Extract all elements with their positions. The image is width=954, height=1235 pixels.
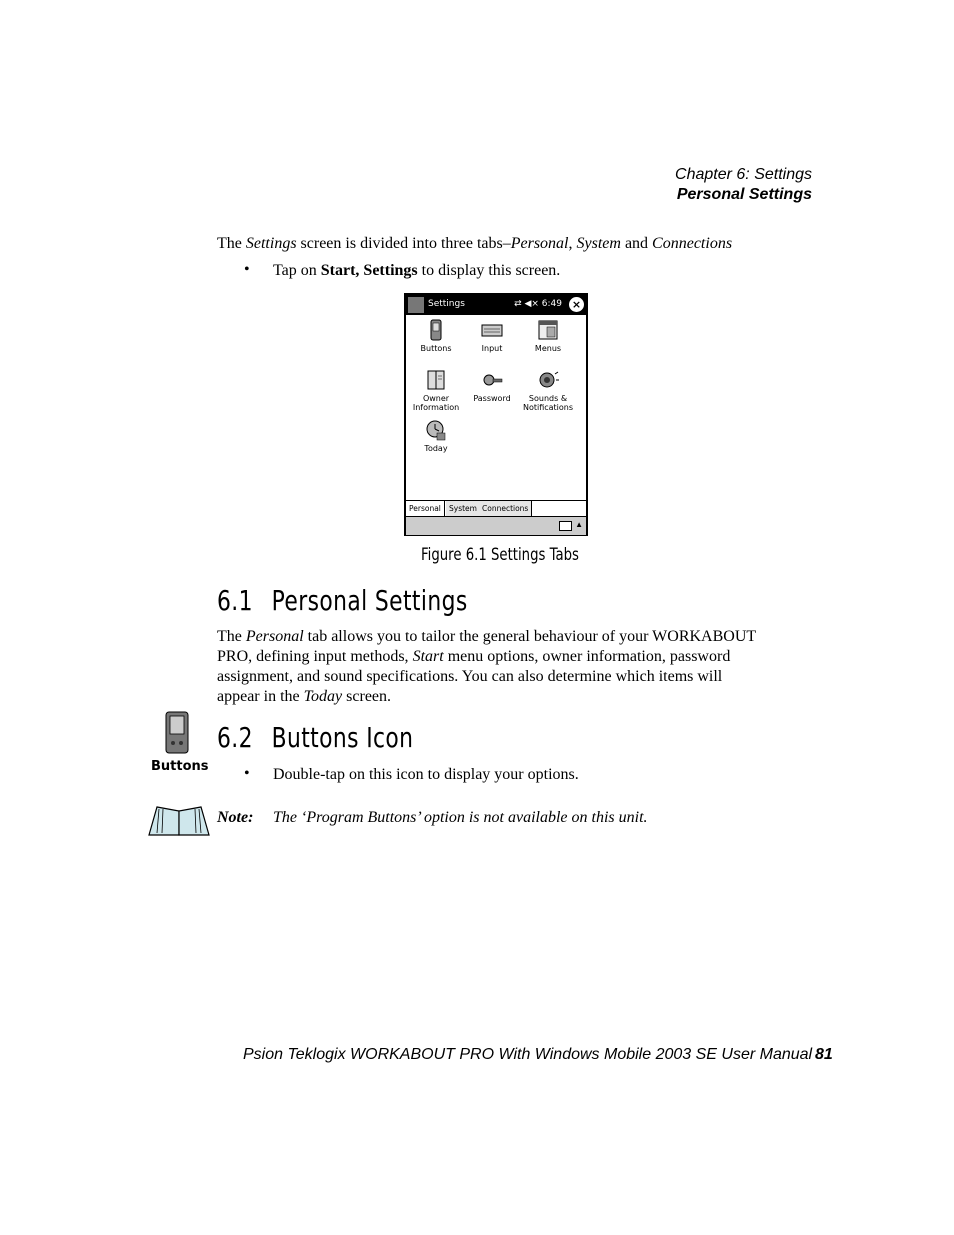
section-heading-6-1: 6.1 Personal Settings <box>217 584 468 617</box>
key-icon <box>481 369 503 391</box>
app-menus: Menus <box>520 319 576 353</box>
app-today: Today <box>408 419 464 453</box>
device-title-bar <box>406 295 586 315</box>
device-title: Settings <box>428 299 465 309</box>
note-label: Note: <box>217 809 254 826</box>
tab-personal: Personal <box>406 501 445 516</box>
app-input: Input <box>464 319 520 353</box>
buttons-icon <box>425 319 447 341</box>
windows-start-icon <box>408 297 424 313</box>
speaker-icon <box>537 369 559 391</box>
running-header-section: Personal Settings <box>676 186 812 203</box>
arrow-up-icon: ▲ <box>575 520 583 529</box>
tab-connections: Connections <box>479 501 532 516</box>
owner-information-icon <box>425 369 447 391</box>
open-book-icon <box>147 801 211 837</box>
footer-manual-title: Psion Teklogix WORKABOUT PRO With Windows Mobile 2003 SE User Manual <box>243 1046 813 1063</box>
settings-screenshot <box>404 293 588 536</box>
running-header-chapter: Chapter 6: Settings <box>675 166 812 183</box>
intro-bullet: Tap on Start, Settings to display this screen. <box>273 262 561 279</box>
clock-icon <box>425 419 447 441</box>
intro-paragraph: The Settings screen is divided into three tabs–Personal, System and Connections <box>217 235 733 252</box>
buttons-device-icon <box>160 711 196 755</box>
tab-system: System <box>446 501 481 516</box>
buttons-icon-label: Buttons <box>151 759 209 774</box>
bullet-dot: • <box>244 765 250 782</box>
figure-caption: Figure 6.1 Settings Tabs <box>421 545 579 565</box>
app-sounds-notifications: Sounds & Notifications <box>520 369 576 412</box>
app-password: Password <box>464 369 520 403</box>
app-owner-information: Owner Information <box>408 369 464 412</box>
section-6-1-paragraph: The Personal tab allows you to tailor the general behaviour of your WORKABOUT PRO, defining input methods, Start menu options, owner information, password assignment, and sound specifications. You can also determine which items will appear in the Today screen. <box>217 628 757 705</box>
keyboard-icon <box>481 319 503 341</box>
bullet-dot: • <box>244 261 250 278</box>
section-heading-6-2: 6.2 Buttons Icon <box>217 721 414 754</box>
page-number: 81 <box>815 1046 833 1063</box>
device-status: ⇄ ◀× 6:49 <box>514 299 562 309</box>
section-6-2-bullet: Double-tap on this icon to display your options. <box>273 766 579 783</box>
close-icon: × <box>569 297 584 312</box>
note-text: The ‘Program Buttons’ option is not available on this unit. <box>273 809 648 826</box>
app-buttons: Buttons <box>408 319 464 353</box>
device-tab-strip <box>406 500 586 517</box>
device-command-bar <box>406 516 586 535</box>
keyboard-icon <box>559 521 572 531</box>
menus-icon <box>537 319 559 341</box>
